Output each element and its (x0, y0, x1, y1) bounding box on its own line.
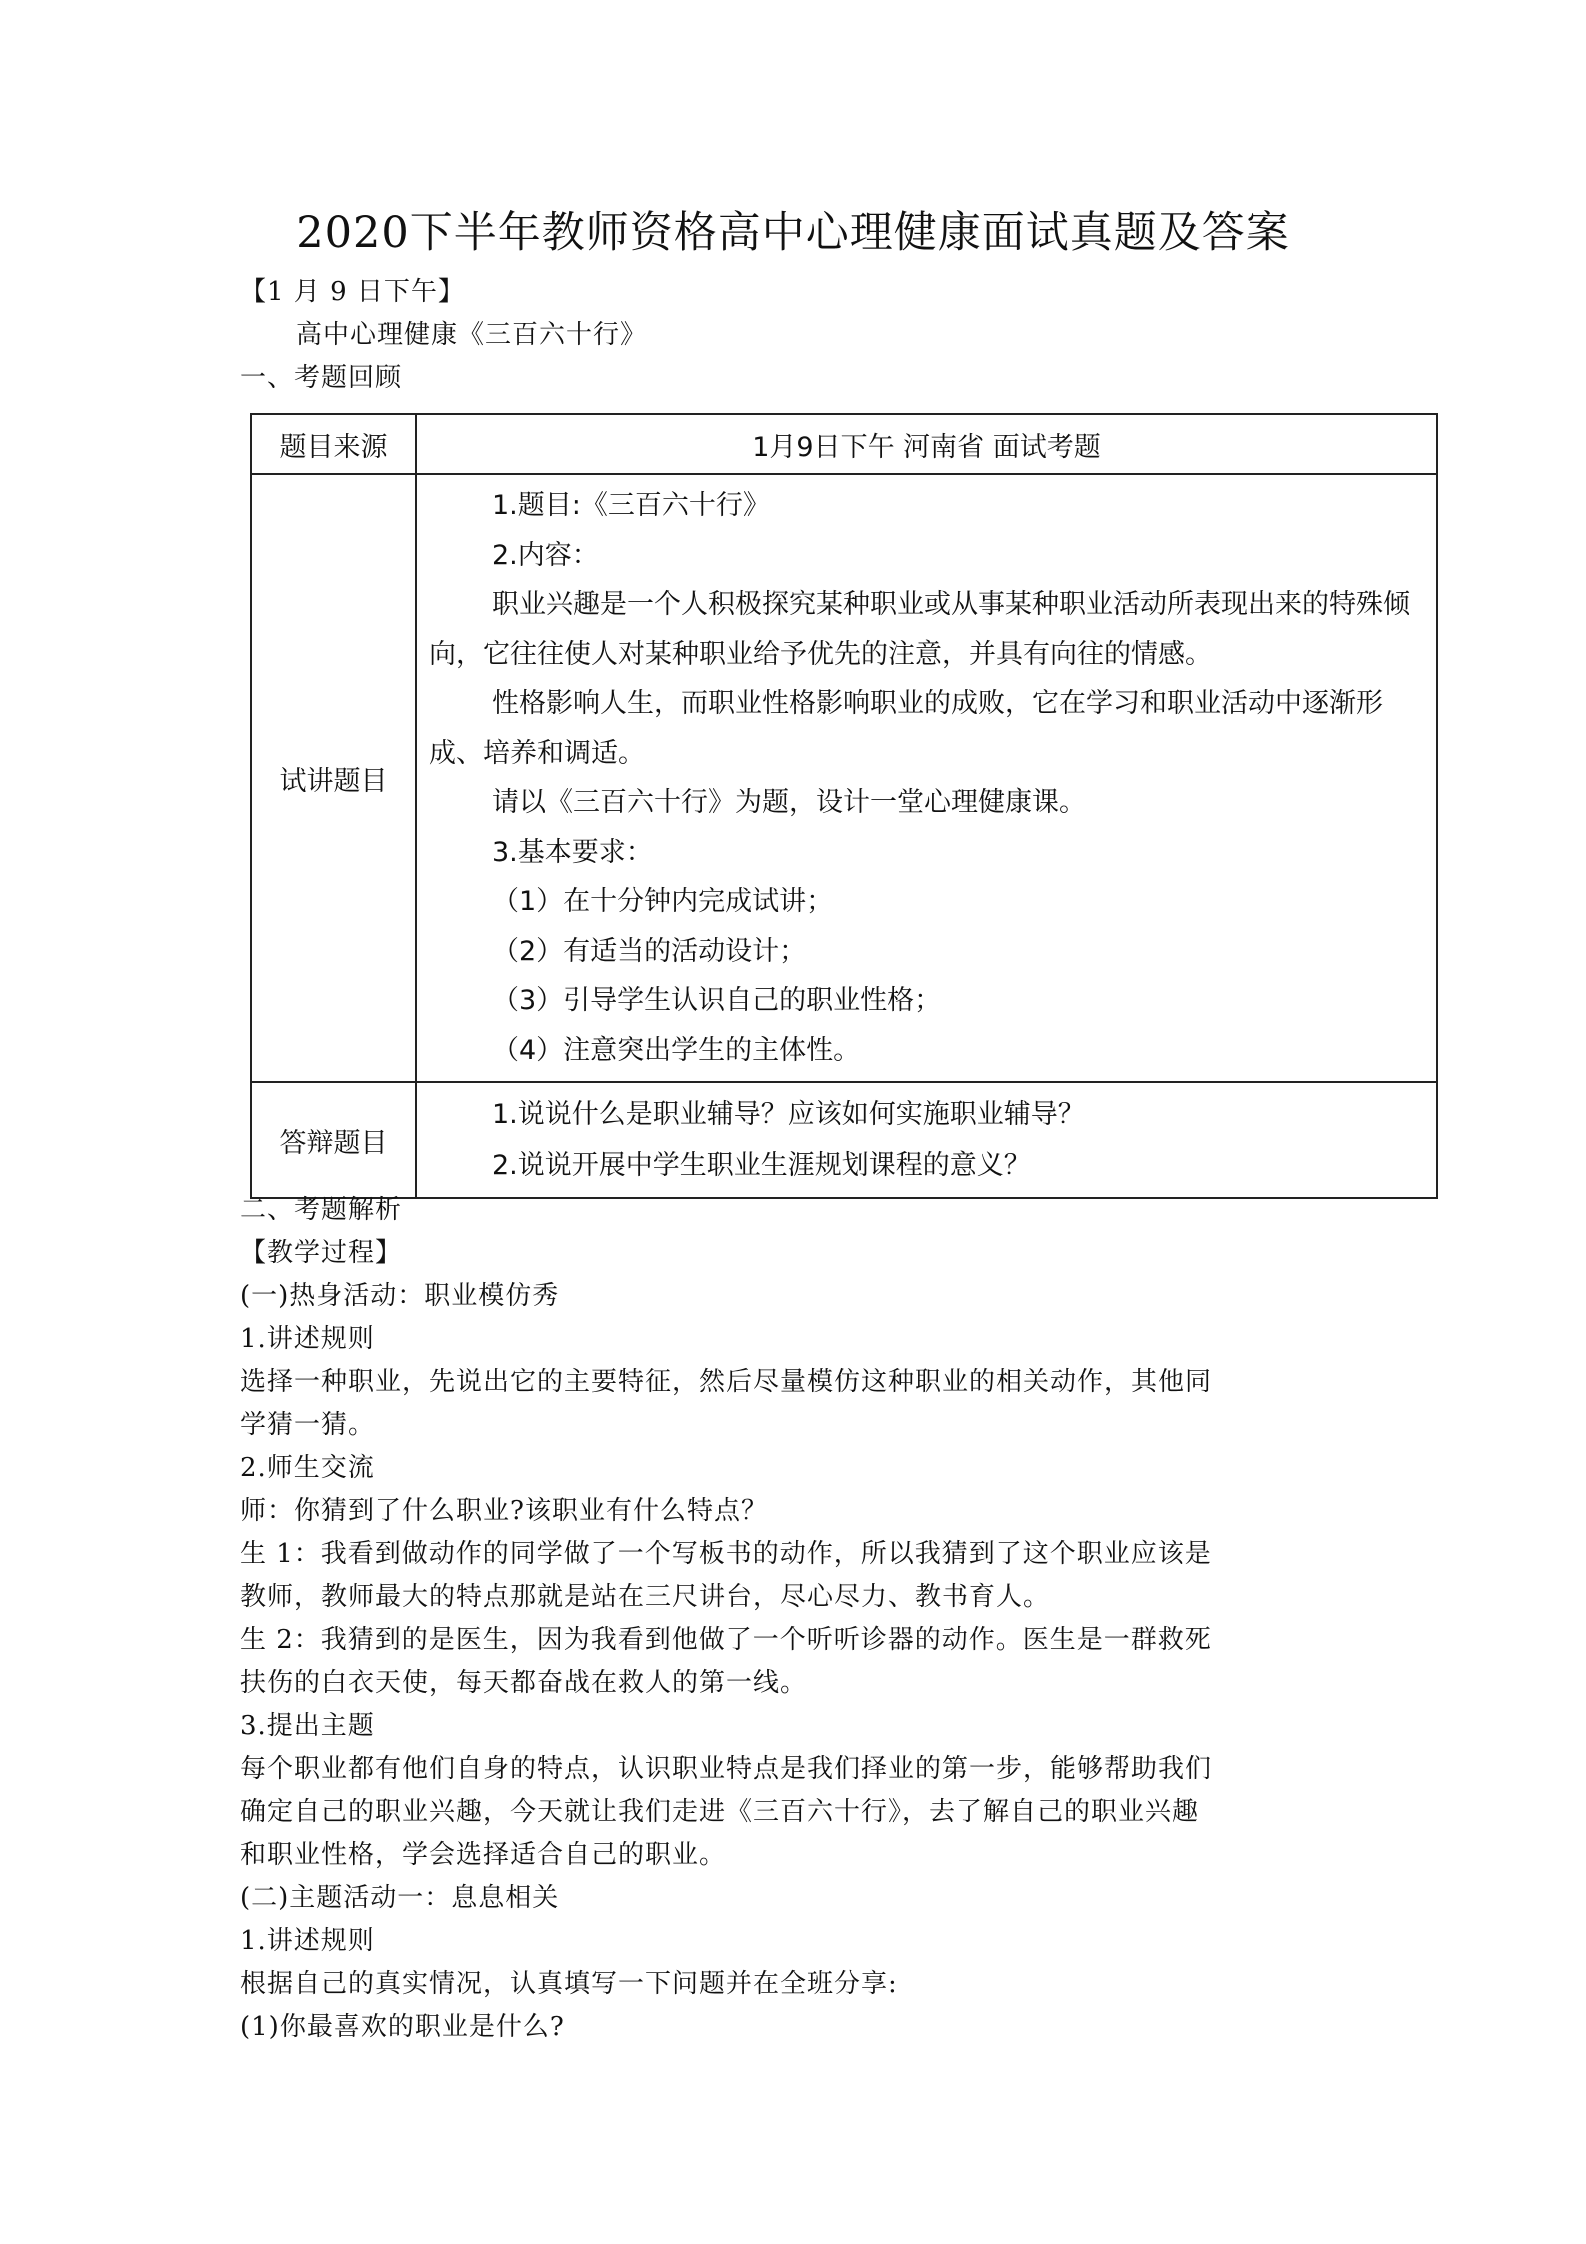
source-value: 1月9日下午 河南省 面试考题 (416, 414, 1437, 474)
lecture-paragraph-interest: 职业兴趣是一个人积极探究某种职业或从事某种职业活动所表现出来的特殊倾向，它往往使人对某种职业给予优先的注意，并具有向往的情感。 (429, 589, 1410, 670)
body-line: 师：你猜到了什么职业?该职业有什么特点？ (240, 1496, 768, 1526)
body-line: 生 1：我看到做动作的同学做了一个写板书的动作，所以我猜到了这个职业应该是 (240, 1539, 1212, 1569)
body-line: 确定自己的职业兴趣，今天就让我们走进《三百六十行》，去了解自己的职业兴趣 (240, 1797, 1200, 1827)
defense-question-2: 2.说说开展中学生职业生涯规划课程的意义？ (492, 1150, 1031, 1181)
section-heading-review: 一、考题回顾 (240, 363, 403, 393)
body-line: 根据自己的真实情况，认真填写一下问题并在全班分享: (240, 1969, 898, 1999)
table-row-defense (251, 1082, 1437, 1198)
rules-heading: 1.讲述规则 (240, 1926, 375, 1956)
lecture-line-content-label: 2.内容： (492, 539, 599, 571)
body-line: 和职业性格，学会选择适合自己的职业。 (240, 1840, 727, 1870)
lecture-requirement-2: （2）有适当的活动设计； (492, 935, 807, 967)
document-title: 2020下半年教师资格高中心理健康面试真题及答案 (296, 208, 1290, 258)
table-row-source (251, 414, 1437, 474)
lecture-content (416, 474, 1437, 1082)
body-line: 选择一种职业，先说出它的主要特征，然后尽量模仿这种职业的相关动作，其他同 (240, 1367, 1213, 1397)
lecture-line-requirements: 3.基本要求： (492, 836, 653, 868)
defense-question-1: 1.说说什么是职业辅导？应该如何实施职业辅导？ (492, 1099, 1085, 1130)
session-label: 【1 月 9 日下午】 (240, 277, 465, 307)
lecture-line-topic: 1.题目:《三百六十行》 (492, 490, 770, 521)
section-heading-analysis: 二、考题解析 (240, 1195, 403, 1225)
lecture-requirement-4: （4）注意突出学生的主体性。 (492, 1034, 861, 1066)
teaching-process-heading: 【教学过程】 (240, 1238, 403, 1268)
rules-heading: 1.讲述规则 (240, 1324, 375, 1354)
body-line: (1)你最喜欢的职业是什么? (240, 2012, 565, 2042)
table-row-lecture (251, 474, 1437, 1082)
lecture-line-task: 请以《三百六十行》为题，设计一堂心理健康课。 (492, 787, 1086, 818)
lecture-requirement-3: （3）引导学生认识自己的职业性格； (492, 985, 942, 1016)
lecture-header: 试讲题目 (251, 474, 416, 1082)
subject-line: 高中心理健康《三百六十行》 (296, 320, 648, 350)
body-line: 学猜一猜。 (240, 1410, 376, 1440)
lecture-paragraph-personality: 性格影响人生，而职业性格影响职业的成败，它在学习和职业活动中逐渐形成、培养和调适。 (429, 688, 1383, 769)
body-line: 扶伤的白衣天使，每天都奋战在救人的第一线。 (240, 1668, 808, 1698)
defense-content (416, 1082, 1437, 1198)
body-line: 生 2：我猜到的是医生，因为我看到他做了一个听听诊器的动作。医生是一群救死 (240, 1625, 1212, 1655)
lecture-requirement-1: （1）在十分钟内完成试讲； (492, 886, 834, 917)
exam-info-table (250, 413, 1438, 1181)
body-line: 每个职业都有他们自身的特点，认识职业特点是我们择业的第一步，能够帮助我们 (240, 1754, 1213, 1784)
warmup-heading: (一)热身活动：职业模仿秀 (240, 1281, 560, 1311)
body-line: 教师，教师最大的特点那就是站在三尺讲台，尽心尽力、教书育人。 (240, 1582, 1051, 1612)
defense-header: 答辩题目 (251, 1082, 416, 1198)
theme-heading: 3.提出主题 (240, 1711, 375, 1741)
source-header: 题目来源 (251, 414, 416, 474)
exchange-heading: 2.师生交流 (240, 1453, 375, 1483)
activity-one-heading: (二)主题活动一：息息相关 (240, 1883, 560, 1913)
